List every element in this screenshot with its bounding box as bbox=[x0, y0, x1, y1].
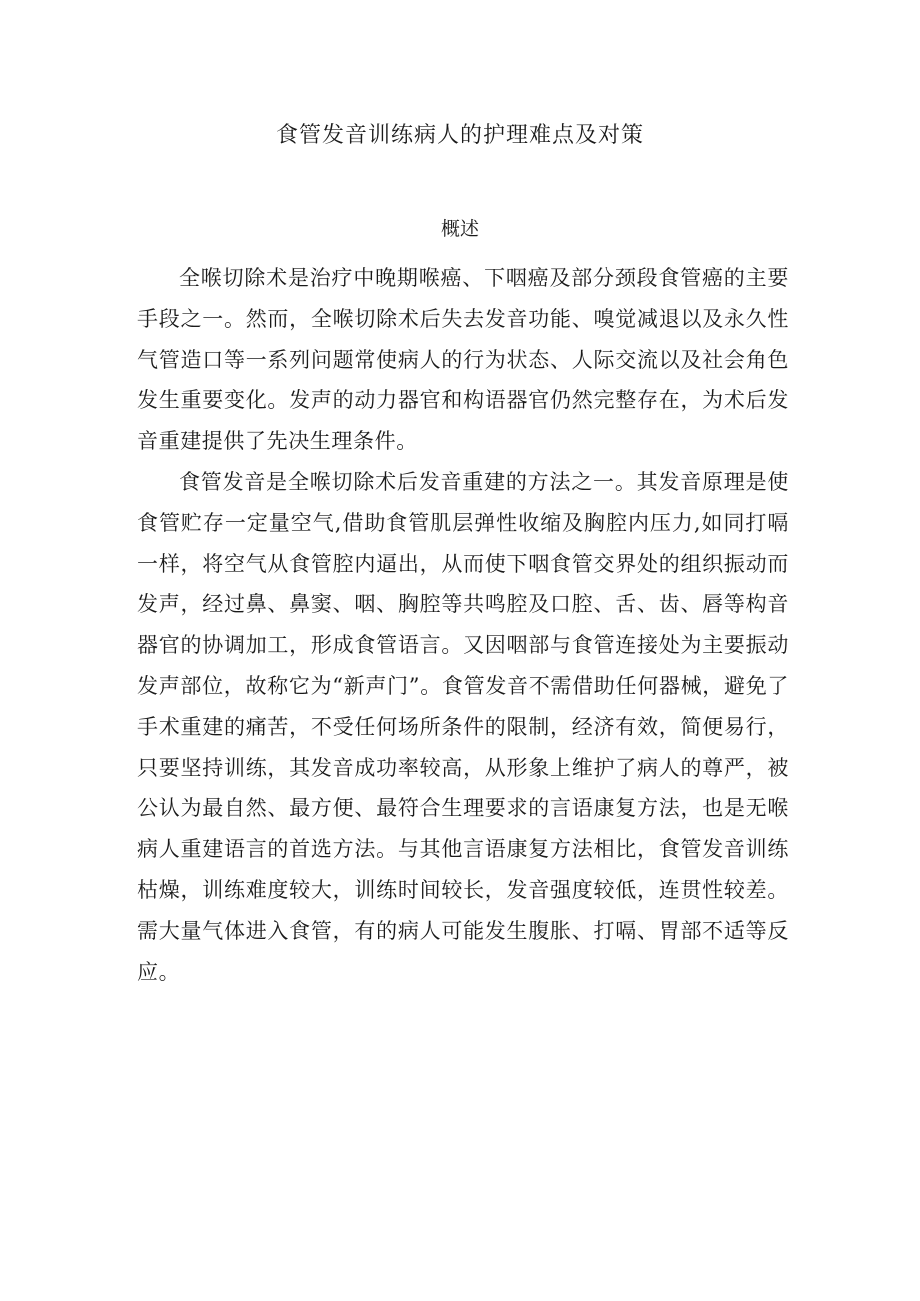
paragraph-2: 食管发音是全喉切除术后发音重建的方法之一。其发音原理是使食管贮存一定量空气,借助食管肌层弹性收缩及胸腔内压力,如同打嗝一样，将空气从食管腔内逼出，从而使下咽食管交界处的组织振动而发声，经过鼻、鼻窦、咽、胸腔等共鸣腔及口腔、舌、齿、唇等构音器官的协调加工，形成食管语言。又因咽部与食管连接处为主要振动发声部位，故称它为“新声门”。食管发音不需借助任何器械，避免了手术重建的痛苦，不受任何场所条件的限制，经济有效，简便易行，只要坚持训练，其发音成功率较高，从形象上维护了病人的尊严，被公认为最自然、最方便、最符合生理要求的言语康复方法，也是无喉病人重建语言的首选方法。与其他言语康复方法相比，食管发音训练枯燥，训练难度较大，训练时间较长，发音强度较低，连贯性较差。需大量气体进入食管，有的病人可能发生腹胀、打嗝、胃部不适等反应。 bbox=[137, 469, 789, 984]
section-heading: 概述 bbox=[440, 218, 479, 240]
paragraph-1: 全喉切除术是治疗中晚期喉癌、下咽癌及部分颈段食管癌的主要手段之一。然而，全喉切除术后失去发音功能、嗅觉减退以及永久性气管造口等一系列问题常使病人的行为状态、人际交流以及社会角色发生重要变化。发声的动力器官和构语器官仍然完整存在，为术后发音重建提供了先决生理条件。 bbox=[137, 266, 789, 454]
body-text bbox=[137, 258, 789, 992]
document-title: 食管发音训练病人的护理难点及对策 bbox=[275, 123, 644, 148]
